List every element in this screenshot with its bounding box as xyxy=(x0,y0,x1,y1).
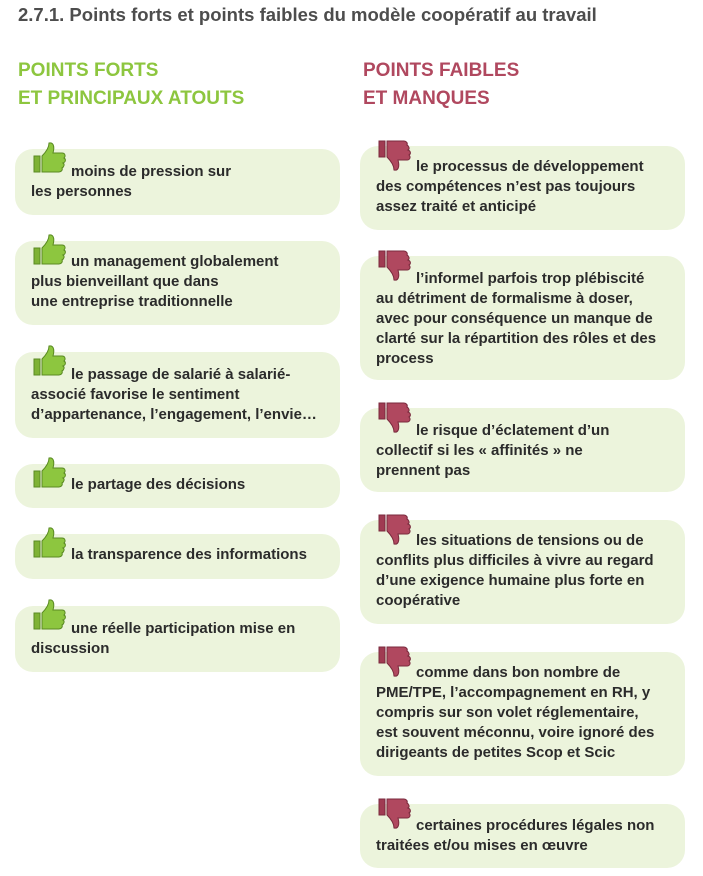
card-text-line: d’une exigence humaine plus forte en xyxy=(376,572,645,589)
weakness-card xyxy=(360,256,685,380)
card-text-line: le processus de développement xyxy=(416,158,644,175)
card-text-line: la transparence des informations xyxy=(71,546,307,563)
card-text-line: PME/TPE, l’accompagnement en RH, y xyxy=(376,684,651,701)
weaknesses-heading xyxy=(363,57,519,113)
card-text-line: est souvent méconnu, voire ignoré des xyxy=(376,724,655,741)
section-title: 2.7.1. Points forts et points faibles du modèle coopératif au travail xyxy=(18,4,597,25)
strength-card xyxy=(15,149,340,215)
weaknesses-heading-line: POINTS FAIBLES xyxy=(363,60,520,81)
card-text-line: assez traité et anticipé xyxy=(376,198,537,215)
card-text-line: le passage de salarié à salarié- xyxy=(71,366,291,383)
card-text-line: dirigeants de petites Scop et Scic xyxy=(376,744,616,761)
weakness-card xyxy=(360,408,685,492)
card-text-line: discussion xyxy=(31,640,110,657)
card-text xyxy=(31,162,231,202)
card-text-line: une entreprise traditionnelle xyxy=(31,293,233,310)
card-text-line: une réelle participation mise en xyxy=(71,620,296,637)
weakness-card xyxy=(360,804,685,868)
card-text-line: prennent pas xyxy=(376,462,471,479)
card-text-line: les personnes xyxy=(31,183,132,200)
card-text xyxy=(31,619,295,659)
strengths-heading-line: ET PRINCIPAUX ATOUTS xyxy=(18,88,245,109)
card-text-line: process xyxy=(376,350,434,367)
card-text xyxy=(376,421,609,481)
card-text-line: plus bienveillant que dans xyxy=(31,273,219,290)
card-text-line: compris sur son volet réglementaire, xyxy=(376,704,639,721)
card-text-line: les situations de tensions ou de xyxy=(416,532,644,549)
strengths-heading xyxy=(18,57,244,113)
card-text-line: au détriment de formalisme à doser, xyxy=(376,290,633,307)
card-text xyxy=(376,269,656,369)
card-text-line: certaines procédures légales non xyxy=(416,817,655,834)
card-text-line: moins de pression sur xyxy=(71,163,232,180)
strengths-heading-line: POINTS FORTS xyxy=(18,60,159,81)
strength-card xyxy=(15,241,340,325)
card-text-line: clarté sur la répartition des rôles et des xyxy=(376,330,657,347)
card-text-line: traitées et/ou mises en œuvre xyxy=(376,837,588,854)
card-text-line: associé favorise le sentiment xyxy=(31,386,240,403)
card-text xyxy=(31,252,279,312)
card-text-line: l’informel parfois trop plébiscité xyxy=(416,270,645,287)
weaknesses-heading-line: ET MANQUES xyxy=(363,88,490,109)
card-text xyxy=(31,545,307,565)
card-text-line: un management globalement xyxy=(71,253,279,270)
card-text xyxy=(376,157,644,217)
card-text xyxy=(376,663,654,763)
weakness-card xyxy=(360,146,685,230)
strength-card xyxy=(15,606,340,672)
card-text xyxy=(376,816,654,856)
weakness-card xyxy=(360,652,685,776)
card-text-line: collectif si les « affinités » ne xyxy=(376,442,583,459)
card-text xyxy=(31,475,245,495)
card-text-line: conflits plus difficiles à vivre au regard xyxy=(376,552,654,569)
card-text-line: coopérative xyxy=(376,592,461,609)
card-text-line: des compétences n’est pas toujours xyxy=(376,178,636,195)
strength-card xyxy=(15,534,340,579)
card-text-line: avec pour conséquence un manque de xyxy=(376,310,653,327)
card-text-line: comme dans bon nombre de xyxy=(416,664,621,681)
card-text xyxy=(31,365,317,425)
weakness-card xyxy=(360,520,685,624)
card-text xyxy=(376,531,654,611)
strength-card xyxy=(15,352,340,438)
card-text-line: d’appartenance, l’engagement, l’envie… xyxy=(31,406,317,423)
strength-card xyxy=(15,464,340,508)
card-text-line: le partage des décisions xyxy=(71,476,246,493)
card-text-line: le risque d’éclatement d’un xyxy=(416,422,610,439)
